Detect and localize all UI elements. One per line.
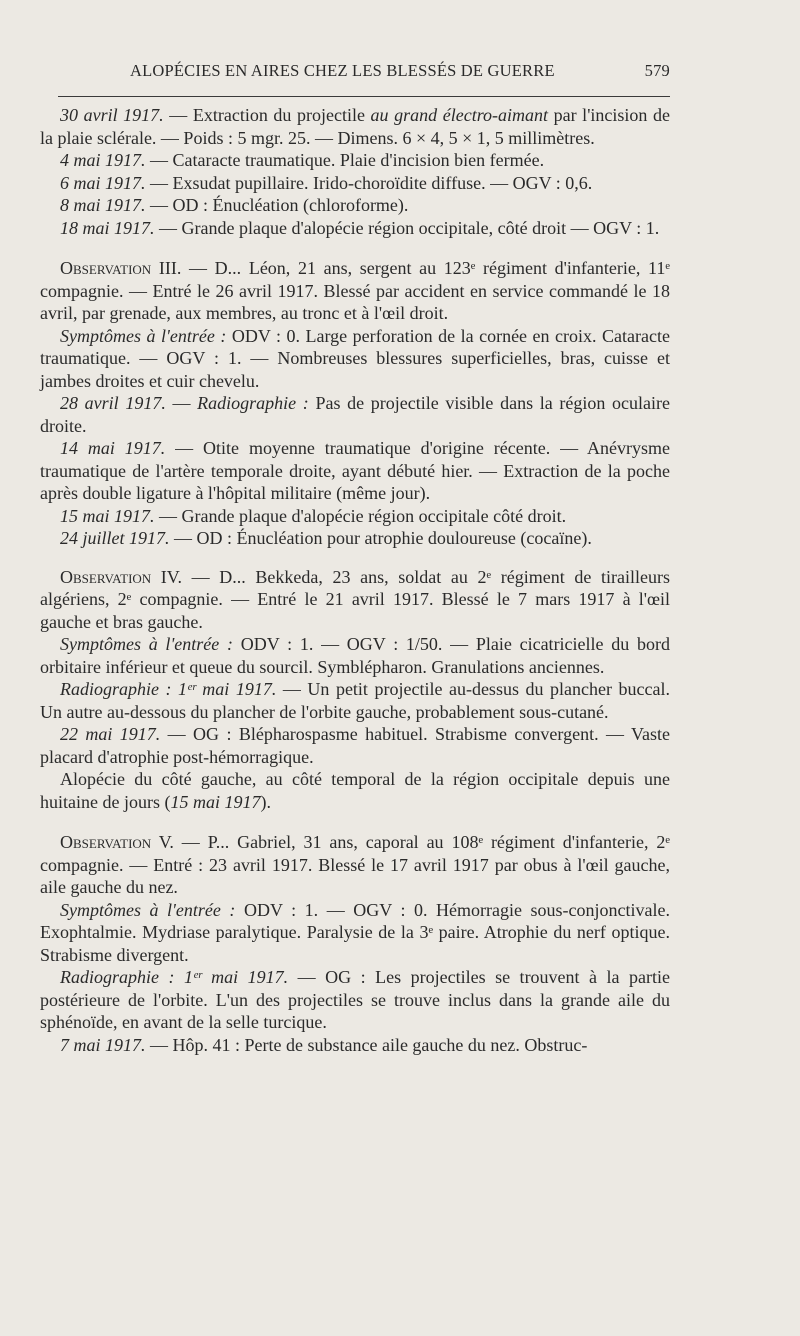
paragraph: Alopécie du côté gauche, au côté temporal de la région occipitale depuis une huitaine de jours (15 mai 1917). (40, 769, 670, 812)
observation-label: Observation III. (60, 258, 182, 278)
paragraph: 22 mai 1917. — OG : Blépharospasme habituel. Strabisme convergent. — Vaste placard d'atrophie post-hémorragique. (40, 724, 670, 767)
paragraph: Symptômes à l'entrée : ODV : 0. Large perforation de la cornée en croix. Cataracte traumatique. — OGV : 1. — Nombreuses blessures superficielles, bras, cuisse et jambes droites et cuir chevelu. (40, 325, 670, 391)
running-header (40, 56, 670, 86)
paragraph: 24 juillet 1917. — OD : Énucléation pour atrophie douloureuse (cocaïne). (60, 528, 592, 548)
paragraph: 18 mai 1917. — Grande plaque d'alopécie région occipitale, côté droit — OGV : 1. (60, 217, 660, 238)
paragraph: 15 mai 1917. — Grande plaque d'alopécie région occipitale côté droit. (60, 505, 567, 526)
observation-heading: Observation III. — D... Léon, 21 ans, sergent au 123ᵉ régiment d'infanterie, 11ᵉ compagnie. — Entré le 26 avril 1917. Blessé par accident en service commandé le 18 avril, par grenade, aux membres, au tronc et à l'œil droit. (40, 258, 670, 323)
page-number: 579 (644, 61, 670, 80)
paragraph: 6 mai 1917. — Exsudat pupillaire. Irido-choroïdite diffuse. — OGV : 0,6. (60, 172, 593, 193)
paragraph: 28 avril 1917. — Radiographie : Pas de projectile visible dans la région oculaire droite. (40, 393, 671, 436)
header-rule (58, 96, 670, 97)
paragraph: 7 mai 1917. — Hôp. 41 : Perte de substance aile gauche du nez. Obstruc- (60, 1034, 588, 1055)
paragraph: Symptômes à l'entrée : ODV : 1. — OGV : 1/50. — Plaie cicatricielle du bord orbitaire inférieur et queue du sourcil. Symblépharon. Granulations anciennes. (40, 634, 670, 677)
observation-heading: Observation V. — P... Gabriel, 31 ans, caporal au 108ᵉ régiment d'infanterie, 2ᵉ compagnie. — Entré : 23 avril 1917. Blessé le 17 avril 1917 par obus à l'œil gauche, aile gauche du nez. (40, 832, 671, 897)
paragraph: Symptômes à l'entrée : ODV : 1. — OGV : 0. Hémorragie sous-conjonctivale. Exophtalmie. Mydriase paralytique. Paralysie de la 3ᵉ paire. Atrophie du nerf optique. Strabisme divergent. (40, 899, 670, 965)
paragraph: 4 mai 1917. — Cataracte traumatique. Plaie d'incision bien fermée. (60, 150, 545, 170)
observation-heading: Observation IV. — D... Bekkeda, 23 ans, soldat au 2ᵉ régiment de tirailleurs algériens, 2ᵉ compagnie. — Entré le 21 avril 1917. Blessé le 7 mars 1917 à l'œil gauche et bras gauche. (40, 566, 670, 632)
paragraph: 14 mai 1917. — Otite moyenne traumatique d'origine récente. — Anévrysme traumatique de l'artère temporale droite, ayant débuté hier. — Extraction de la poche après double ligature à l'hôpital militaire (même jour). (40, 438, 670, 503)
paragraph: 30 avril 1917. — Extraction du projectile au grand électro-aimant par l'incision de la plaie sclérale. — Poids : 5 mgr. 25. — Dimens. 6 × 4, 5 × 1, 5 millimètres. (40, 105, 671, 148)
header-title: ALOPÉCIES EN AIRES CHEZ LES BLESSÉS DE GUERRE (130, 61, 555, 80)
paragraph: 8 mai 1917. — OD : Énucléation (chloroforme). (60, 195, 409, 215)
observation-label: Observation IV. (60, 566, 182, 587)
paragraph: Radiographie : 1ᵉʳ mai 1917. — OG : Les projectiles se trouvent à la partie postérieure de l'orbite. L'un des projectiles se trouve inclus dans la grande aile du sphénoïde, en avant de la selle turcique. (40, 967, 670, 1032)
page-body (40, 104, 670, 1056)
observation-label: Observation V. (60, 832, 174, 852)
paragraph: Radiographie : 1ᵉʳ mai 1917. — Un petit projectile au-dessus du plancher buccal. Un autre au-dessous du plancher de l'orbite gauche, probablement sous-cutané. (40, 679, 670, 722)
